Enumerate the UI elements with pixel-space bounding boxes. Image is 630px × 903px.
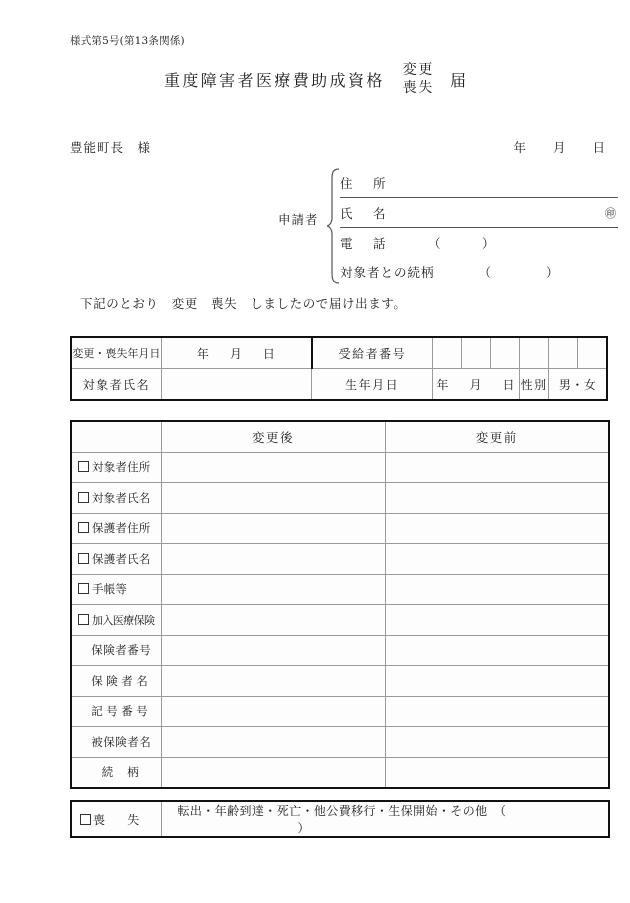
table-row: [71, 801, 609, 837]
table-row: [71, 635, 609, 666]
row-label-text: 保護者住所: [92, 521, 151, 536]
checkbox-icon[interactable]: [78, 614, 89, 625]
subject-name-value[interactable]: [161, 369, 312, 401]
statement-line: 下記のとおり 変更 喪失 しましたので届け出ます。: [80, 296, 407, 311]
cell-before[interactable]: [385, 727, 609, 758]
title-change-loss-stack: [403, 62, 434, 97]
table-row: [71, 513, 609, 544]
cell-after[interactable]: [161, 635, 385, 666]
recipient-number-box[interactable]: [491, 337, 520, 369]
sex-value[interactable]: 男・女: [549, 369, 607, 401]
year-label: 年: [196, 346, 210, 361]
table-row: [71, 544, 609, 575]
recipient-number-box[interactable]: [549, 337, 578, 369]
cell-after[interactable]: [161, 483, 385, 514]
checkbox-icon[interactable]: [78, 461, 89, 472]
table-row: [71, 483, 609, 514]
cell-after[interactable]: [161, 452, 385, 483]
checkbox-icon[interactable]: [78, 492, 89, 503]
cell-after[interactable]: [161, 605, 385, 636]
row-label-guardian-name[interactable]: [71, 544, 161, 575]
row-label-subject-address[interactable]: [71, 452, 161, 483]
applicant-name-row: [340, 198, 618, 228]
recipient-number-label: 受給者番号: [312, 337, 432, 369]
applicant-label: 申請者: [278, 212, 319, 227]
cell-before[interactable]: [385, 574, 609, 605]
seal-stamp-icon: ㊞: [605, 206, 616, 220]
applicant-address-label: 住 所: [340, 175, 390, 191]
row-label-handbook[interactable]: [71, 574, 161, 605]
row-label-symbol-number: 記号番号: [71, 696, 161, 727]
row-label-health-insurance[interactable]: [71, 605, 161, 636]
applicant-relation-row: [340, 257, 618, 286]
cell-after[interactable]: [161, 544, 385, 575]
row-label-text: 対象者住所: [92, 460, 151, 475]
row-label-text: 加入医療保険: [92, 613, 155, 627]
date-year-label: 年: [513, 140, 527, 155]
cell-before[interactable]: [385, 666, 609, 697]
table-row: [71, 727, 609, 758]
checkbox-icon[interactable]: [78, 553, 89, 564]
sex-label: 性別: [520, 369, 549, 401]
birthdate-label: 生年月日: [312, 369, 432, 401]
cell-before[interactable]: [385, 544, 609, 575]
info-table: [70, 336, 608, 401]
document-title: [0, 62, 630, 97]
loss-table: [70, 800, 610, 838]
cell-before[interactable]: [385, 513, 609, 544]
table-row: [71, 369, 607, 401]
title-main-text: 重度障害者医療費助成資格: [163, 71, 385, 90]
day-label: 日: [262, 346, 276, 361]
cell-before[interactable]: [385, 635, 609, 666]
row-label-text: 保護者氏名: [92, 551, 151, 566]
title-notification-text: 届: [450, 71, 467, 90]
applicant-block: [278, 168, 618, 284]
applicant-phone-row: [340, 228, 618, 257]
cell-before[interactable]: [385, 605, 609, 636]
title-change-text: 変更: [402, 62, 434, 78]
checkbox-icon[interactable]: [78, 522, 89, 533]
loss-reason-options[interactable]: [161, 801, 609, 837]
change-loss-date-value[interactable]: [161, 337, 312, 369]
applicant-fields: [340, 168, 618, 286]
table-row: [71, 574, 609, 605]
table-row: [71, 696, 609, 727]
recipient-number-box[interactable]: [461, 337, 490, 369]
table-row: [71, 452, 609, 483]
addressee-line: 豊能町長 様: [70, 140, 152, 155]
column-header-before: 変更前: [385, 421, 609, 452]
checkbox-icon[interactable]: [78, 583, 89, 594]
date-line: [513, 138, 606, 156]
loss-options-close: ）: [297, 821, 310, 835]
title-loss-text: 喪失: [402, 79, 434, 96]
loss-label-second: 失: [127, 812, 140, 827]
column-header-after: 変更後: [161, 421, 385, 452]
row-label-guardian-address[interactable]: [71, 513, 161, 544]
row-label-text: 対象者氏名: [92, 490, 151, 505]
loss-options-text: 転出・年齢到達・死亡・他公費移行・生保開始・その他 （: [177, 804, 507, 818]
row-label-subject-name[interactable]: [71, 483, 161, 514]
row-label-insurer-name: 保険者名: [71, 666, 161, 697]
cell-before[interactable]: [385, 452, 609, 483]
cell-before[interactable]: [385, 757, 609, 788]
cell-after[interactable]: [161, 666, 385, 697]
row-label-insurer-number: 保険者番号: [71, 635, 161, 666]
year-label: 年: [436, 377, 450, 392]
table-row: [71, 605, 609, 636]
date-month-label: 月: [552, 140, 567, 155]
row-label-text: 手帳等: [92, 582, 128, 597]
cell-after[interactable]: [161, 757, 385, 788]
cell-after[interactable]: [161, 696, 385, 727]
table-header-row: [71, 421, 609, 452]
date-day-label: 日: [592, 140, 606, 155]
form-number: 様式第5号(第13条関係): [70, 35, 185, 47]
loss-label-first: 喪: [93, 812, 106, 827]
loss-row-label[interactable]: [71, 801, 161, 837]
month-label: 月: [469, 377, 483, 392]
applicant-phone-label: 電 話: [340, 235, 390, 251]
checkbox-icon[interactable]: [80, 814, 91, 825]
month-label: 月: [229, 346, 243, 361]
applicant-address-row: [340, 168, 618, 198]
birthdate-value[interactable]: [432, 369, 519, 401]
change-detail-table: [70, 420, 610, 789]
applicant-relation-label: 対象者との続柄: [340, 264, 435, 280]
row-label-relationship: 続柄: [71, 757, 161, 788]
applicant-relation-paren: （ ）: [478, 264, 560, 280]
recipient-number-box[interactable]: [520, 337, 549, 369]
subject-name-label: 対象者氏名: [71, 369, 161, 401]
cell-before[interactable]: [385, 483, 609, 514]
change-loss-date-label: 変更・喪失年月日: [71, 337, 161, 369]
day-label: 日: [502, 377, 516, 392]
table-row: [71, 666, 609, 697]
cell-before[interactable]: [385, 696, 609, 727]
cell-after[interactable]: [161, 513, 385, 544]
curly-brace-icon: [326, 168, 340, 284]
table-row: [71, 757, 609, 788]
table-row: [71, 337, 607, 369]
cell-after[interactable]: [161, 574, 385, 605]
cell-after[interactable]: [161, 727, 385, 758]
row-label-insured-name: 被保険者名: [71, 727, 161, 758]
recipient-number-box[interactable]: [432, 337, 461, 369]
change-table-corner-cell: [71, 421, 161, 452]
applicant-name-label: 氏 名: [340, 205, 390, 221]
applicant-phone-paren: （ ）: [428, 235, 496, 251]
recipient-number-box[interactable]: [578, 337, 607, 369]
